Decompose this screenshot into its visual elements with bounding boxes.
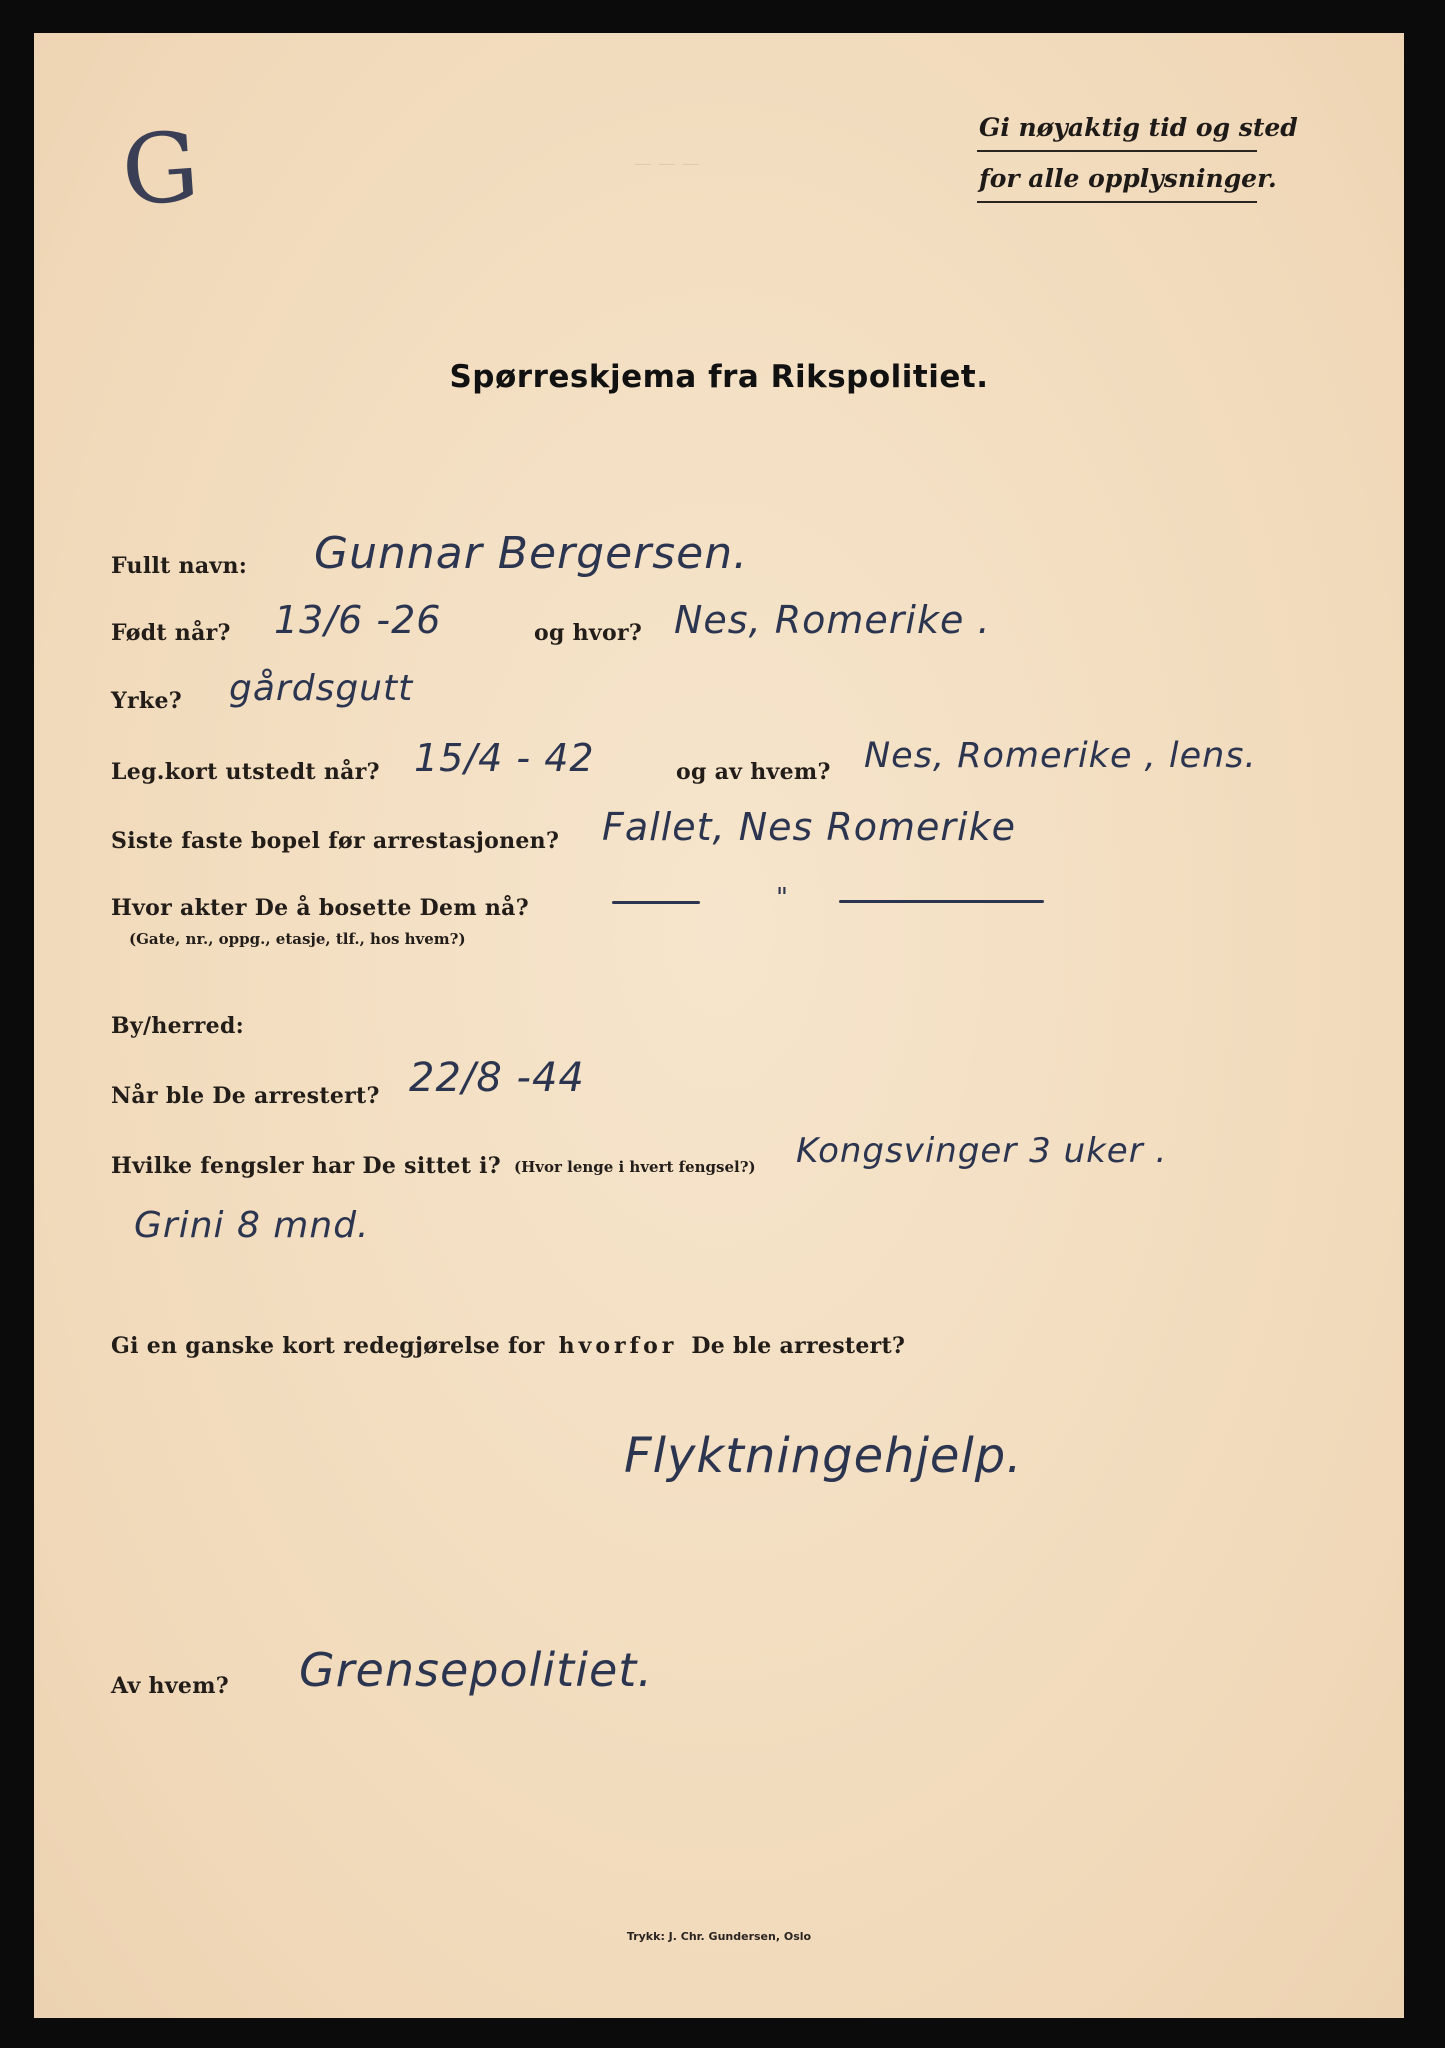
value-bopel: Fallet, Nes Romerike (602, 805, 1016, 849)
label-leg-kort-hvem: og av hvem? (676, 759, 831, 785)
form-title: Spørreskjema fra Rikspolitiet. (449, 359, 989, 395)
value-leg-kort-hvem: Nes, Romerike , lens. (864, 736, 1257, 776)
document-page (34, 33, 1404, 2018)
notice-line-2: for alle opplysninger. (979, 164, 1277, 193)
value-fodt-hvor: Nes, Romerike . (674, 598, 991, 642)
ditto-dash-right (839, 900, 1044, 903)
ditto-dash-left (612, 901, 700, 904)
label-redegjorelse-post: De ble arrestert? (691, 1333, 906, 1359)
label-av-hvem: Av hvem? (111, 1673, 229, 1699)
label-redegjorelse-pre: Gi en ganske kort redegjørelse for (111, 1333, 545, 1359)
label-arrestert-naar: Når ble De arrestert? (111, 1083, 380, 1109)
value-av-hvem: Grensepolitiet. (299, 1643, 653, 1697)
label-fodt-hvor: og hvor? (534, 620, 643, 646)
value-fengsler-line-2: Grini 8 mnd. (134, 1205, 370, 1246)
label-redegjorelse-emph: hvorfor (558, 1333, 678, 1359)
margin-mark: G (118, 110, 204, 228)
label-fullt-navn: Fullt navn: (111, 553, 248, 579)
label-fodt-naar: Født når? (111, 620, 231, 646)
label-leg-kort-naar: Leg.kort utstedt når? (111, 759, 380, 785)
value-redegjorelse: Flyktningehjelp. (624, 1428, 1023, 1484)
value-leg-kort-naar: 15/4 - 42 (414, 736, 595, 780)
value-yrke: gårdsgutt (229, 668, 414, 709)
printer-footer: Trykk: J. Chr. Gundersen, Oslo (626, 1930, 812, 1943)
label-yrke: Yrke? (111, 688, 182, 714)
sublabel-bosette: (Gate, nr., oppg., etasje, tlf., hos hvem?) (129, 930, 466, 948)
notice-rule-1 (977, 150, 1257, 152)
notice-rule-2 (977, 201, 1257, 203)
label-by-herred: By/herred: (111, 1013, 245, 1039)
label-bopel: Siste faste bopel før arrestasjonen? (111, 828, 560, 854)
label-fengsler: Hvilke fengsler har De sittet i? (111, 1153, 501, 1179)
sublabel-fengsler: (Hvor lenge i hvert fengsel?) (514, 1158, 756, 1176)
value-bosette: " (776, 883, 789, 913)
value-arrestert-naar: 22/8 -44 (409, 1055, 585, 1101)
value-fullt-navn: Gunnar Bergersen. (314, 528, 749, 579)
label-bosette: Hvor akter De å bosette Dem nå? (111, 895, 529, 921)
bleed-through-text: — — — (634, 153, 700, 174)
value-fodt-naar: 13/6 -26 (274, 598, 442, 642)
value-fengsler-line-1: Kongsvinger 3 uker . (796, 1131, 1168, 1171)
label-redegjorelse (111, 1333, 905, 1359)
notice-line-1: Gi nøyaktig tid og sted (979, 113, 1298, 142)
